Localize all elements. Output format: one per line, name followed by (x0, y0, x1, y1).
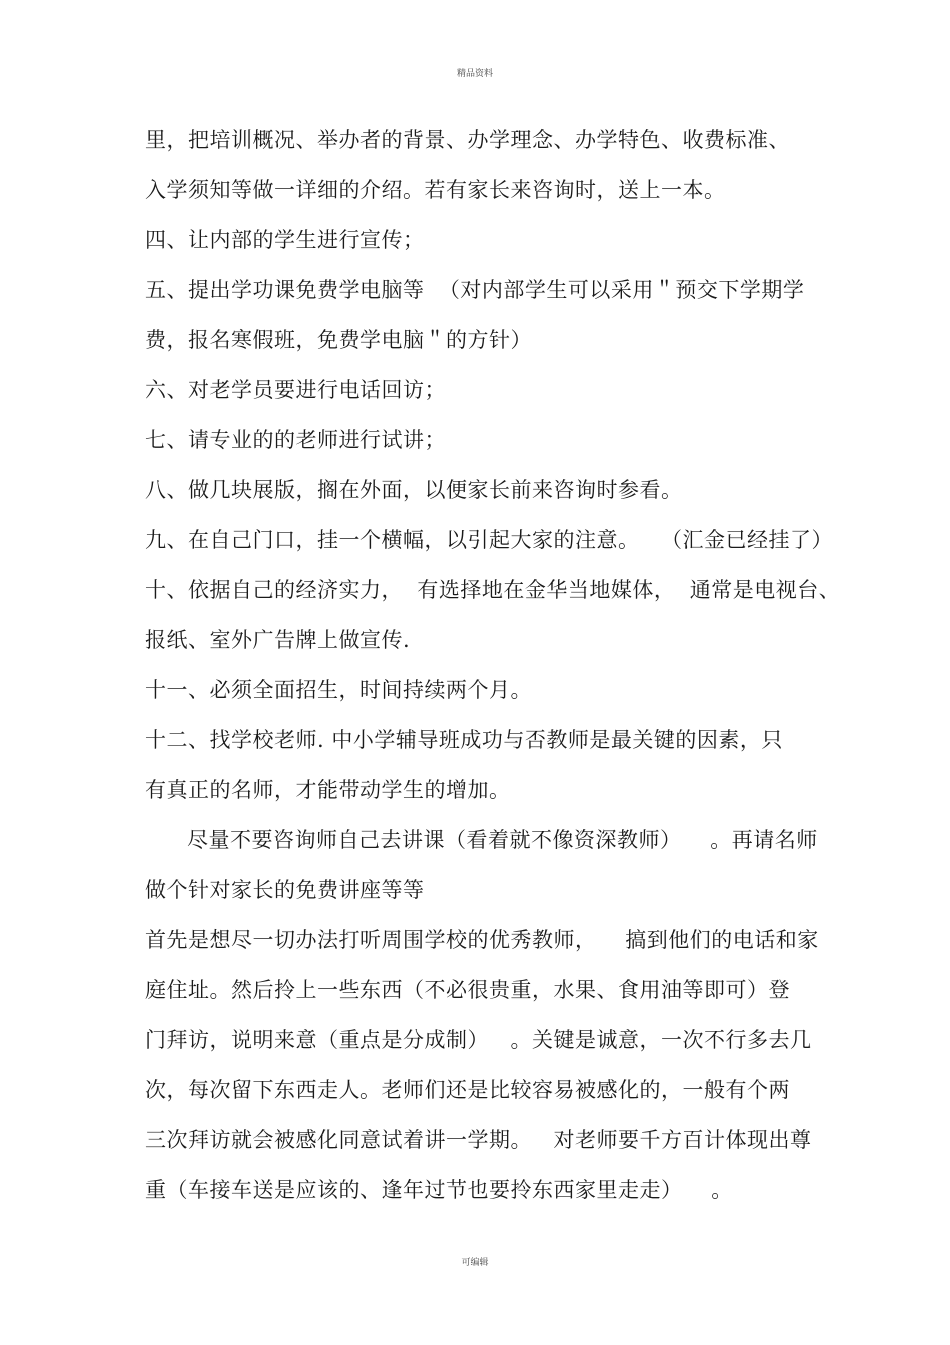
text-line: 费，报名寒假班，免费学电脑＂的方针） (145, 328, 532, 352)
text-line: 重（车接车送是应该的、逢年过节也要拎东西家里走走） 。 (145, 1178, 733, 1202)
text-line: 十一、必须全面招生，时间持续两个月。 (145, 678, 532, 702)
text-line: 报纸、室外广告牌上做宣传. (145, 628, 411, 652)
text-line: 九、在自己门口，挂一个横幅，以引起大家的注意。 （汇金已经挂了） (145, 528, 834, 552)
text-line: 尽量不要咨询师自己去讲课（看着就不像资深教师） 。再请名师 (187, 828, 818, 852)
text-line: 庭住址。然后拎上一些东西（不必很贵重，水果、食用油等即可）登 (145, 978, 790, 1002)
text-line: 次，每次留下东西走人。老师们还是比较容易被感化的，一般有个两 (145, 1078, 790, 1102)
text-line: 里，把培训概况、举办者的背景、办学理念、办学特色、收费标准、 (145, 128, 790, 152)
text-line: 做个针对家长的免费讲座等等 (145, 878, 425, 902)
text-line: 有真正的名师，才能带动学生的增加。 (145, 778, 511, 802)
text-line: 八、做几块展版，搁在外面，以便家长前来咨询时参看。 (145, 478, 683, 502)
text-line: 五、提出学功课免费学电脑等 （对内部学生可以采用＂预交下学期学 (145, 278, 805, 302)
text-line: 入学须知等做一详细的介绍。若有家长来咨询时，送上一本。 (145, 178, 726, 202)
text-line: 六、对老学员要进行电话回访； (145, 378, 446, 402)
text-line: 三次拜访就会被感化同意试着讲一学期。 对老师要千方百计体现出尊 (145, 1128, 812, 1152)
page-header: 精品资料 (456, 69, 493, 79)
text-line: 门拜访，说明来意（重点是分成制） 。关键是诚意，一次不行多去几 (145, 1028, 812, 1052)
text-line: 四、让内部的学生进行宣传； (145, 228, 425, 252)
text-line: 首先是想尽一切办法打听周围学校的优秀教师， 搞到他们的电话和家 (145, 928, 819, 952)
text-line: 七、请专业的的老师进行试讲； (145, 428, 446, 452)
text-line: 十二、找学校老师. 中小学辅导班成功与否教师是最关键的因素，只 (145, 728, 783, 752)
text-line: 十、依据自己的经济实力， 有选择地在金华当地媒体， 通常是电视台、 (145, 578, 841, 602)
page-footer: 可编辑 (461, 1258, 489, 1268)
